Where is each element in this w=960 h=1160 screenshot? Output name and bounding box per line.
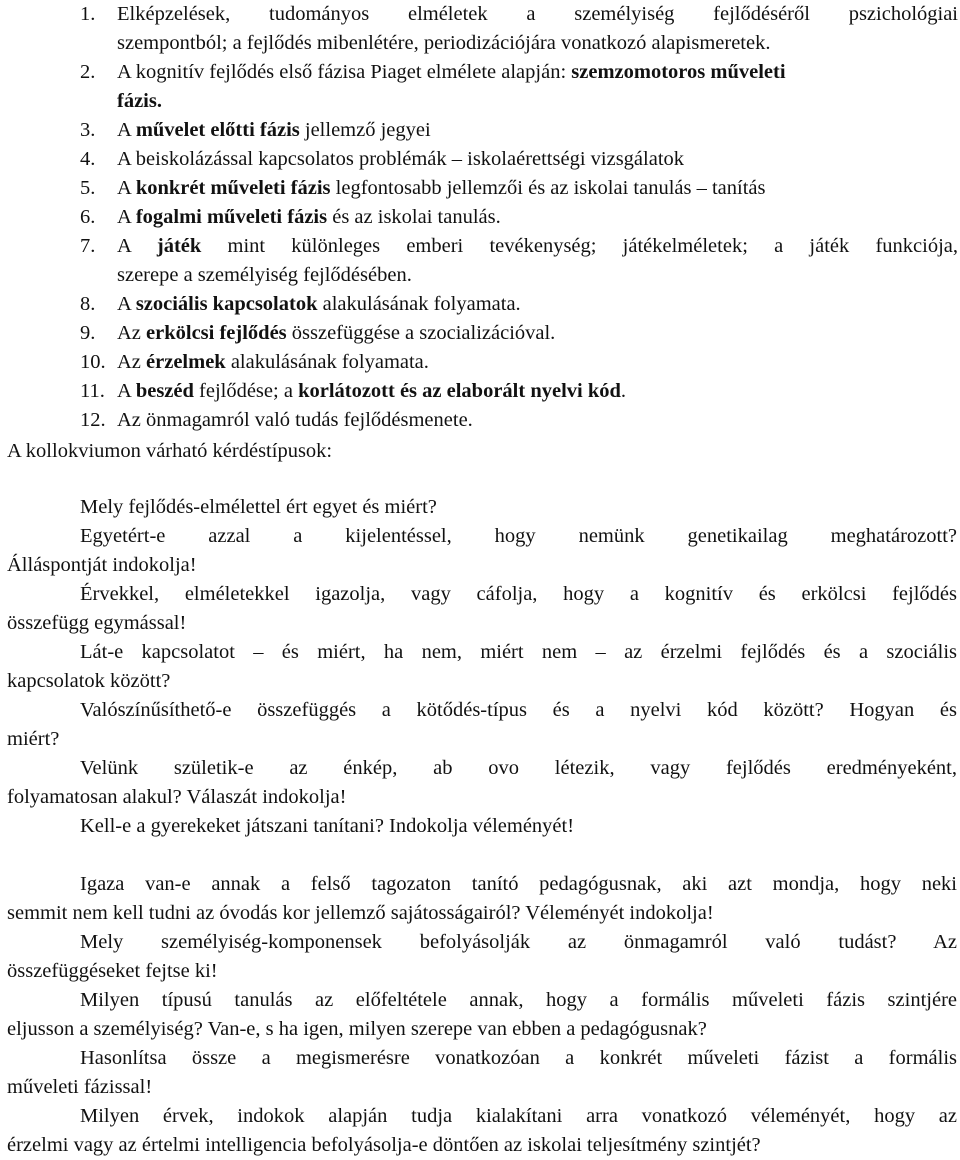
question-line: semmit nem kell tudni az óvodás kor jellemző sajátosságairól? Véleményét indokolja!: [7, 902, 714, 924]
topic-number: 11.: [80, 380, 105, 402]
topic-number: 1.: [80, 3, 96, 25]
text-run: szempontból; a fejlődés mibenlétére, periodizációjára vonatkozó alapismeretek.: [117, 32, 771, 54]
text-run: A: [117, 119, 136, 141]
bold-term: korlátozott és az elaborált nyelvi kód: [298, 380, 621, 402]
topic-text: [117, 406, 958, 435]
bold-term: művelet előtti fázis: [135, 119, 300, 141]
topic-number: 8.: [80, 293, 96, 315]
text-run: összefüggése a szocializációval.: [286, 322, 556, 344]
topic-number: 4.: [80, 148, 96, 170]
topic-text: [117, 0, 958, 58]
topic-number: 3.: [80, 119, 96, 141]
topic-line: [117, 406, 958, 435]
topic-line: [117, 377, 958, 406]
question-item: [7, 754, 957, 812]
topic-line: [117, 232, 958, 261]
text-run: A beiskolázással kapcsolatos problémák – iskolaérettségi vizsgálatok: [117, 148, 685, 170]
question-line: Hasonlítsa össze a megismerésre vonatkozóan a konkrét műveleti fázist a formális: [80, 1047, 957, 1069]
question-item: [7, 493, 957, 522]
question-item: [7, 928, 957, 986]
bold-term: játék: [156, 235, 202, 257]
text-run: A: [117, 206, 136, 228]
topic-line: [117, 348, 958, 377]
topic-line: [117, 261, 958, 290]
bold-term: erkölcsi fejlődés: [146, 322, 287, 344]
topic-text: [117, 145, 958, 174]
question-line: Egyetért-e azzal a kijelentéssel, hogy nemünk genetikailag meghatározott?: [80, 525, 957, 547]
bold-term: fogalmi műveleti fázis: [135, 206, 328, 228]
question-item: [7, 638, 957, 696]
question-line: Milyen érvek, indokok alapján tudja kialakítani arra vonatkozó véleményét, hogy az: [80, 1105, 957, 1127]
topic-text: [117, 232, 958, 290]
questions-heading: A kollokviumon várható kérdéstípusok:: [7, 440, 333, 462]
question-line: összefügg egymással!: [7, 612, 187, 634]
topic-number: 7.: [80, 235, 96, 257]
topic-number: 5.: [80, 177, 96, 199]
text-run: A: [117, 380, 136, 402]
question-item: [7, 522, 957, 580]
question-line: műveleti fázissal!: [7, 1076, 153, 1098]
bold-term: konkrét műveleti fázis: [135, 177, 331, 199]
text-run: .: [620, 380, 627, 402]
question-line: Érvekkel, elméletekkel igazolja, vagy cáfolja, hogy a kognitív és erkölcsi fejlődés: [80, 583, 957, 605]
question-line: eljusson a személyiség? Van-e, s ha igen, milyen szerepe van ebben a pedagógusnak?: [7, 1018, 707, 1040]
text-run: fejlődése; a: [193, 380, 299, 402]
topic-line: [117, 203, 958, 232]
topic-line: [117, 145, 958, 174]
bold-term: érzelmek: [146, 351, 226, 373]
bold-term: beszéd: [135, 380, 194, 402]
topic-line: [117, 290, 958, 319]
topic-number: 10.: [80, 351, 106, 373]
question-line: Milyen típusú tanulás az előfeltétele annak, hogy a formális műveleti fázis szintjére: [80, 989, 957, 1011]
text-run: legfontosabb jellemzői és az iskolai tanulás – tanítás: [330, 177, 766, 199]
question-line: Velünk születik-e az énkép, ab ovo létezik, vagy fejlődés eredményeként,: [80, 757, 957, 779]
question-item: [7, 1044, 957, 1102]
topic-line: [117, 116, 958, 145]
question-item: [7, 1102, 957, 1160]
question-line: Álláspontját indokolja!: [7, 554, 197, 576]
question-line: Mely személyiség-komponensek befolyásolják az önmagamról való tudást? Az: [80, 931, 957, 953]
topic-line: [117, 29, 958, 58]
text-run: alakulásának folyamata.: [225, 351, 429, 373]
bold-term: fázis.: [117, 90, 162, 112]
question-line: Kell-e a gyerekeket játszani tanítani? Indokolja véleményét!: [80, 815, 575, 837]
text-run: A: [117, 177, 136, 199]
text-run: Az önmagamról való tudás fejlődésmenete.: [117, 409, 473, 431]
topic-text: [117, 116, 958, 145]
text-run: Elképzelések, tudományos elméletek a személyiség fejlődéséről pszichológiai: [117, 3, 958, 25]
question-line: összefüggéseket fejtse ki!: [7, 960, 218, 982]
topic-number: 9.: [80, 322, 96, 344]
topic-number: 2.: [80, 61, 96, 83]
topic-line: [117, 174, 958, 203]
question-item: [7, 696, 957, 754]
topic-text: [117, 58, 958, 116]
topic-number: 12.: [80, 409, 106, 431]
topic-line: [117, 0, 958, 29]
text-run: A: [117, 235, 157, 257]
topic-text: [117, 319, 958, 348]
question-line: kapcsolatok között?: [7, 670, 171, 692]
text-run: szerepe a személyiség fejlődésében.: [117, 264, 412, 286]
topic-text: [117, 174, 958, 203]
question-line: Igaza van-e annak a felső tagozaton tanító pedagógusnak, aki azt mondja, hogy neki: [80, 873, 957, 895]
text-run: mint különleges emberi tevékenység; játékelméletek; a játék funkciója,: [201, 235, 958, 257]
topic-text: [117, 203, 958, 232]
question-item: [7, 580, 957, 638]
question-item: [7, 870, 957, 928]
question-line: Mely fejlődés-elmélettel ért egyet és miért?: [80, 496, 437, 518]
question-line: érzelmi vagy az értelmi intelligencia befolyásolja-e döntően az iskolai teljesítmény szintjét?: [7, 1134, 761, 1156]
topic-line: [117, 87, 958, 116]
question-line: Valószínűsíthető-e összefüggés a kötődés-típus és a nyelvi kód között? Hogyan és: [80, 699, 957, 721]
text-run: jellemző jegyei: [299, 119, 431, 141]
text-run: és az iskolai tanulás.: [327, 206, 501, 228]
topic-line: [117, 319, 958, 348]
text-run: alakulásának folyamata.: [317, 293, 521, 315]
topic-text: [117, 348, 958, 377]
topic-text: [117, 377, 958, 406]
topic-line: [117, 58, 958, 87]
text-run: A: [117, 293, 136, 315]
text-run: A kognitív fejlődés első fázisa Piaget elmélete alapján:: [117, 61, 572, 83]
question-line: Lát-e kapcsolatot – és miért, ha nem, miért nem – az érzelmi fejlődés és a szociális: [80, 641, 957, 663]
bold-term: szemzomotoros műveleti: [571, 61, 786, 83]
topic-number: 6.: [80, 206, 96, 228]
topic-text: [117, 290, 958, 319]
question-item: [7, 812, 957, 841]
question-line: miért?: [7, 728, 60, 750]
text-run: Az: [117, 322, 147, 344]
question-item: [7, 986, 957, 1044]
text-run: Az: [117, 351, 147, 373]
bold-term: szociális kapcsolatok: [135, 293, 318, 315]
question-line: folyamatosan alakul? Válaszát indokolja!: [7, 786, 347, 808]
